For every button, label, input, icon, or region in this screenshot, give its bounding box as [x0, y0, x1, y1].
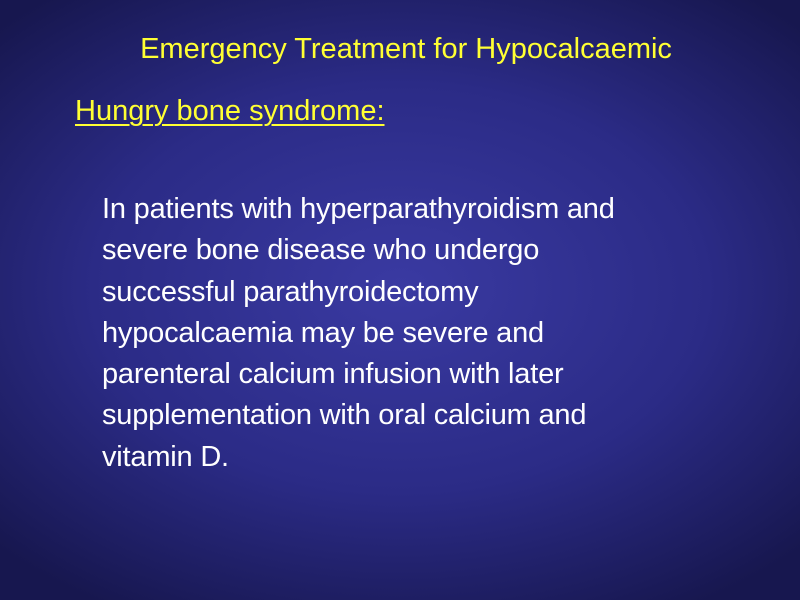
body-line: hypocalcaemia may be severe and — [102, 316, 544, 349]
body-line: In patients with hyperparathyroidism and — [102, 193, 615, 225]
slide-title: Emergency Treatment for Hypocalcaemic — [140, 33, 672, 65]
body-line: parenteral calcium infusion with later — [102, 358, 564, 391]
section-heading: Hungry bone syndrome: — [75, 95, 385, 127]
body-line: vitamin D. — [102, 440, 229, 473]
body-line: severe bone disease who undergo — [102, 234, 540, 267]
body-line: supplementation with oral calcium and — [102, 399, 587, 432]
body-paragraph — [102, 189, 762, 478]
body-line: successful parathyroidectomy — [102, 275, 479, 308]
